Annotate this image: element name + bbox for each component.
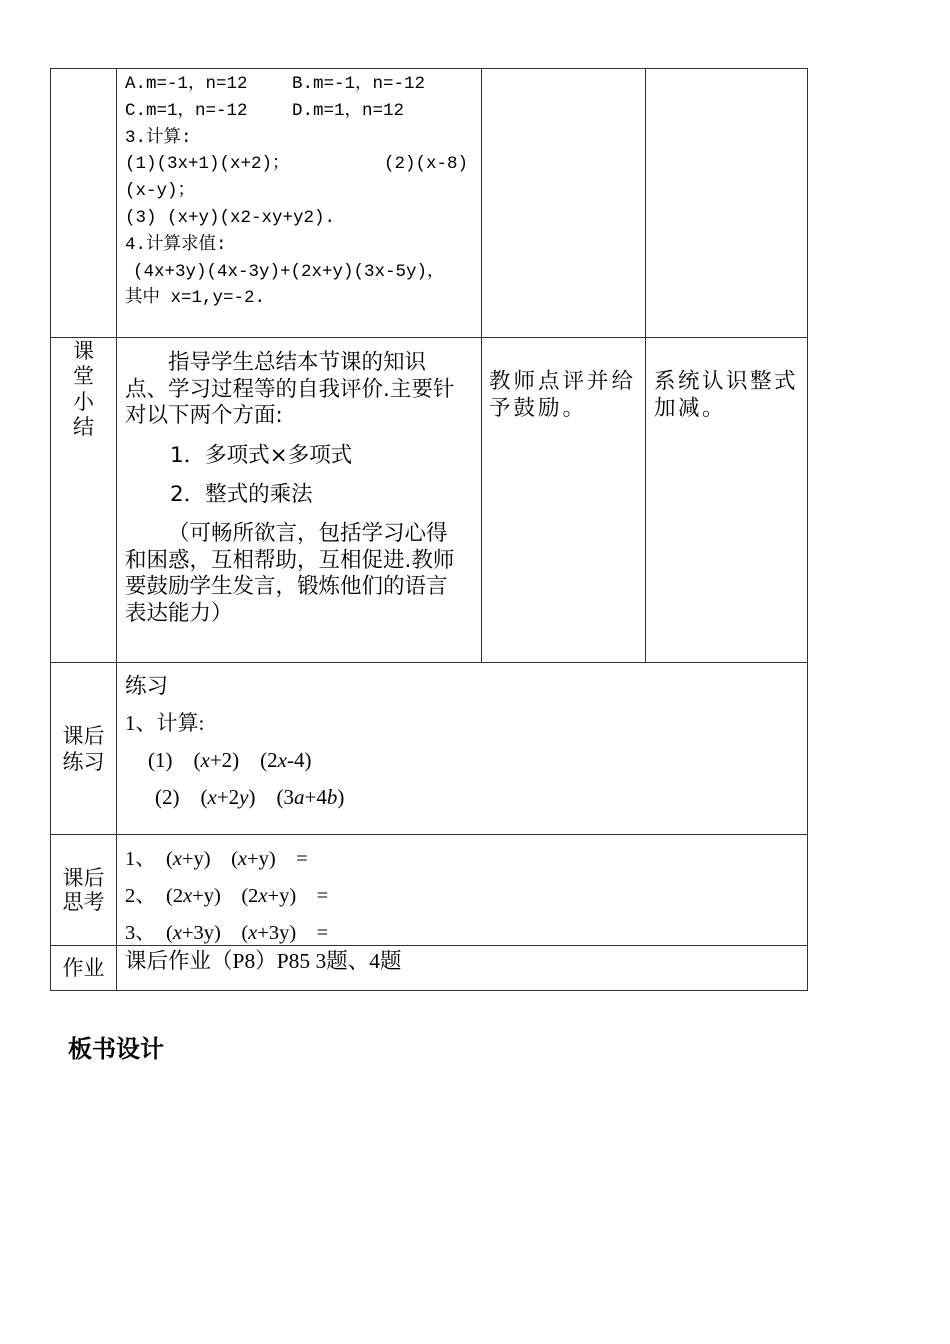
homework-content: 课后作业（P8）P85 3题、4题 xyxy=(125,949,402,973)
question-3-part-2: (2)(x-8) xyxy=(383,154,468,175)
option-b: B.m=-1，n=-12 xyxy=(292,74,426,94)
teacher-activity-line: 予鼓励。 xyxy=(489,395,588,421)
question-3-part-3: (3) (x+y)(x2-xy+y2). xyxy=(125,207,336,228)
summary-label xyxy=(51,339,116,440)
practice-item: (2) (x+2y) (3a+4b) xyxy=(155,785,345,809)
summary-label-char: 堂 xyxy=(73,364,94,389)
row-divider xyxy=(51,834,807,835)
summary-note-line: 要鼓励学生发言，锻炼他们的语言 xyxy=(125,574,448,599)
summary-label-char: 课 xyxy=(73,339,94,363)
summary-point: 2．整式的乘法 xyxy=(170,482,313,507)
question-3-line xyxy=(125,151,468,178)
practice-label-line: 课后 xyxy=(62,724,105,748)
thinking-item: 1、 (x+y) (x+y) = xyxy=(125,848,308,870)
practice-item: (1) (x+2) (2x-4) xyxy=(148,748,312,772)
lesson-plan-table xyxy=(50,68,808,991)
practice-heading: 练习 xyxy=(125,674,169,699)
board-design-title: 板书设计 xyxy=(68,1035,164,1063)
question-3-part-2-continued: (x-y)； xyxy=(125,181,196,202)
summary-content xyxy=(125,350,454,627)
thinking-content xyxy=(125,841,328,952)
options-line-1 xyxy=(125,71,468,98)
question-4-expression: (4x+3y)(4x-3y)+(2x+y)(3x-5y)， xyxy=(133,261,445,282)
summary-text-line: 指导学生总结本节课的知识 xyxy=(168,350,427,375)
column-divider xyxy=(645,69,646,662)
column-divider xyxy=(481,69,482,662)
summary-note-line: （可畅所欲言，包括学习心得 xyxy=(168,521,448,546)
options-line-2 xyxy=(125,98,468,125)
question-3-part-1: (1)(3x+1)(x+2)； xyxy=(125,154,290,175)
design-intent-line: 系统认识整式 xyxy=(654,369,799,394)
design-intent-line: 加减。 xyxy=(654,395,727,421)
thinking-label xyxy=(51,866,116,914)
summary-note-line: 和困惑，互相帮助，互相促进.教师 xyxy=(125,547,455,573)
design-intent xyxy=(654,369,798,422)
exercise-block xyxy=(125,71,468,312)
practice-content xyxy=(125,668,344,816)
option-d: D.m=1，n=12 xyxy=(292,100,405,121)
homework-label: 作业 xyxy=(62,956,105,980)
question-3-title: 3.计算: xyxy=(125,127,192,148)
practice-label-line: 练习 xyxy=(62,750,105,774)
question-4-title: 4.计算求值: xyxy=(125,234,227,255)
teacher-activity-line: 教师点评并给 xyxy=(489,369,637,394)
summary-note-line: 表达能力） xyxy=(125,600,233,626)
option-a: A.m=-1，n=12 xyxy=(125,74,248,94)
thinking-label-line: 课后 xyxy=(62,866,105,890)
teacher-activity xyxy=(489,369,636,422)
summary-point: 1．多项式×多项式 xyxy=(170,442,353,468)
practice-label xyxy=(51,723,116,775)
row-divider xyxy=(51,337,807,338)
thinking-item: 3、 (x+3y) (x+3y) = xyxy=(125,922,329,944)
row-divider xyxy=(51,662,807,663)
summary-label-char: 结 xyxy=(73,414,94,439)
question-4-given: 其中 x=1,y=-2. xyxy=(125,288,266,309)
summary-text-line: 对以下两个方面: xyxy=(125,403,283,428)
practice-task: 1、计算: xyxy=(125,711,205,735)
column-divider xyxy=(116,69,117,990)
summary-label-char: 小 xyxy=(73,389,94,414)
summary-text-line: 点、学习过程等的自我评价.主要针 xyxy=(125,376,455,402)
thinking-item: 2、 (2x+y) (2x+y) = xyxy=(125,885,329,907)
thinking-label-line: 思考 xyxy=(62,890,105,914)
option-c: C.m=1，n=-12 xyxy=(125,100,248,121)
